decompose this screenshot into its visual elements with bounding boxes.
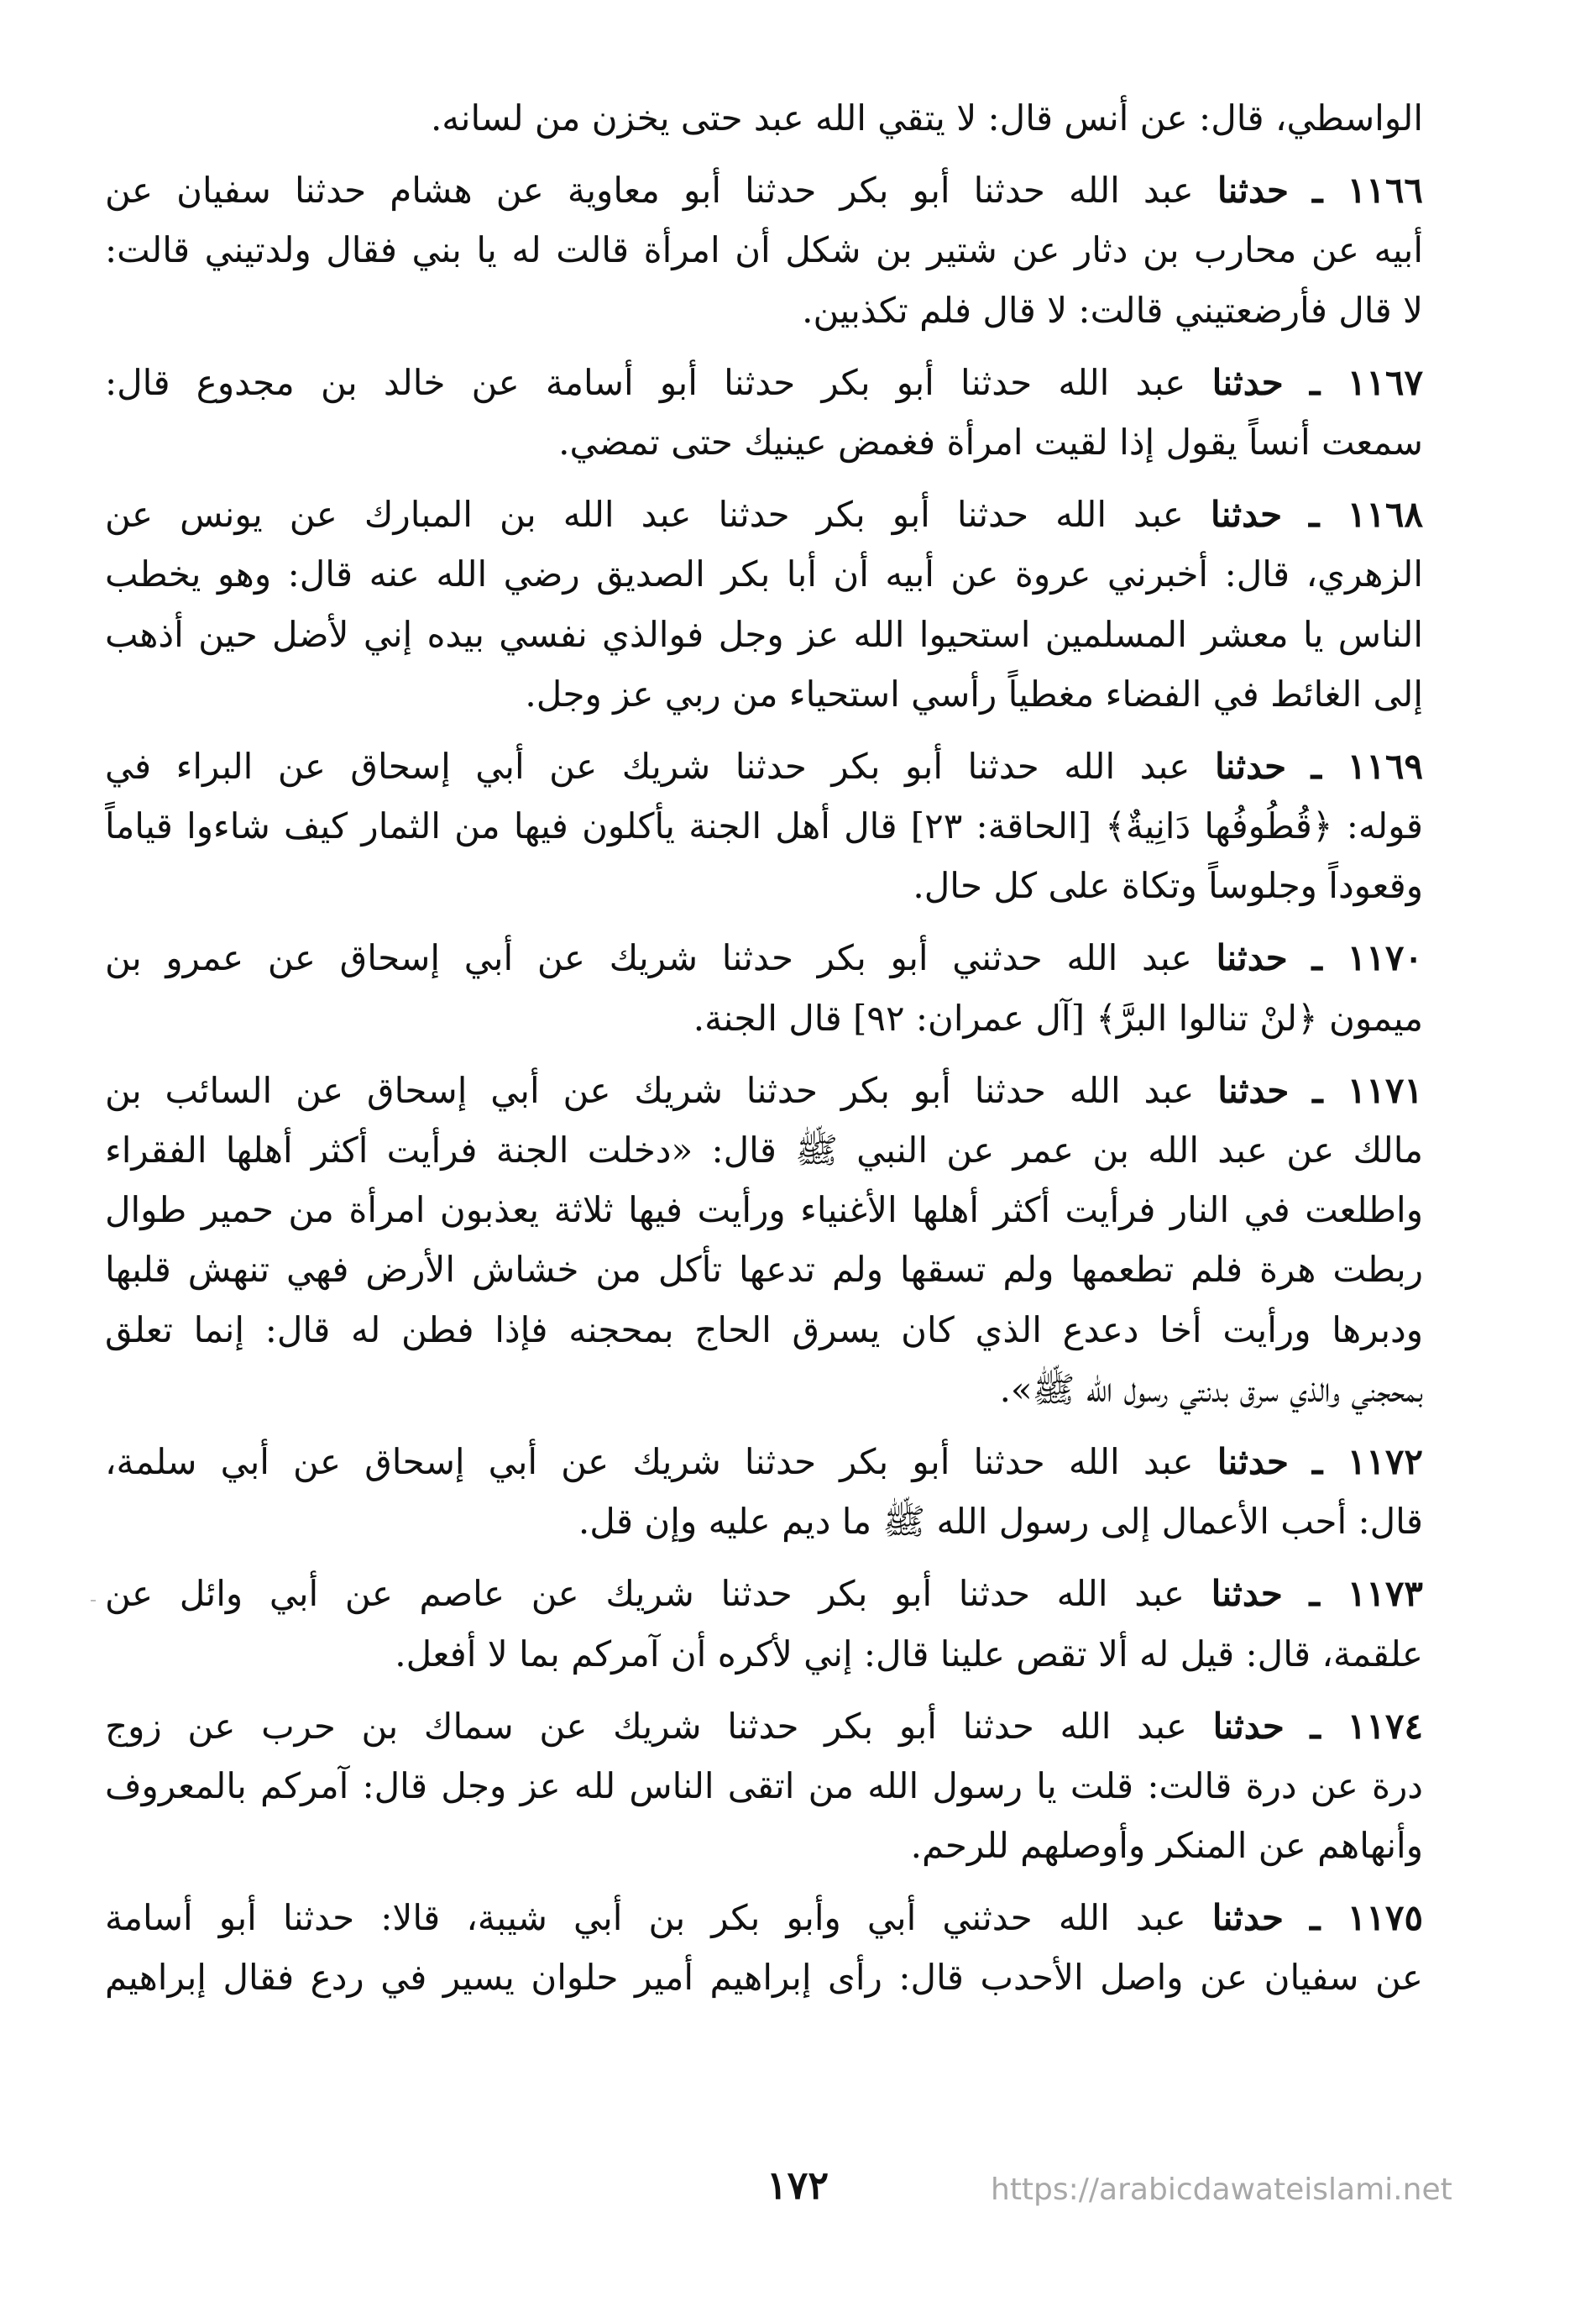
text-line: الناس يا معشر المسلمين استحيوا الله عز وجل فوالذي نفسي بيده إني لأضل حين أذهب [105,613,1423,655]
hadith-1166 [105,160,1423,340]
text-line: درة عن درة قالت: قلت يا رسول الله من اتقى الناس لله عز وجل قال: آمركم بالمعروف [105,1764,1423,1806]
page-body [105,88,1423,2008]
text-line [105,1564,1423,1623]
text-line [105,736,1423,796]
line-text: عبد الله حدثنا أبو بكر حدثنا عبد الله بن المبارك عن يونس عن [105,494,1184,536]
hadith-number: ١١٦٨ ـ [1309,494,1423,536]
paragraph-continuation [105,88,1423,148]
text-line: وقعوداً وجلوساً وتكاة على كل حال. [913,865,1423,907]
hadith-1170 [105,928,1423,1047]
page-footer [0,2162,1596,2230]
hadith-number: ١١٦٦ ـ [1312,170,1423,212]
page-number: ١٧٢ [766,2162,829,2208]
hadith-keyword: حدثنا [1210,494,1283,536]
hadith-1175 [105,1888,1423,2007]
paragraph-gap [105,1551,1423,1564]
paragraph-gap [105,340,1423,353]
text-line [105,1696,1423,1756]
text-line: ودبرها ورأيت أخا دعدع الذي كان يسرق الحاج بمحجنه فإذا فطن له قال: إنما تعلق [105,1308,1423,1350]
line-text: عبد الله حدثنا أبو بكر حدثنا أبو معاوية عن هشام حدثنا سفيان عن [105,170,1194,212]
text-line: قال: أحب الأعمال إلى رسول الله ﷺ ما ديم عليه وإن قل. [578,1501,1423,1543]
text-line: بمحجني والذي سرق بدنتي رسول الله ﷺ». [999,1368,1423,1410]
hadith-keyword: حدثنا [1211,361,1284,403]
hadith-keyword: حدثنا [1216,937,1288,979]
scan-speck [91,1600,96,1601]
paragraph-gap [105,1419,1423,1432]
text-line: عن سفيان عن واصل الأحدب قال: رأى إبراهيم أمير حلوان يسير في ردع فقال إبراهيم [105,1957,1423,1999]
text-line: واطلعت في النار فرأيت أكثر أهلها الأغنياء ورأيت فيها ثلاثة يعذبون امرأة من حمير طوال [105,1189,1423,1231]
hadith-keyword: حدثنا [1217,170,1289,212]
text-line: سمعت أنساً يقول إذا لقيت امرأة فغمض عينيك حتى تمضي. [558,421,1423,463]
text-line: وأنهاهم عن المنكر وأوصلهم للرحم. [910,1825,1423,1867]
hadith-keyword: حدثنا [1217,1069,1290,1111]
text-line [105,485,1423,544]
text-line [105,1888,1423,1947]
hadith-keyword: حدثنا [1217,1440,1289,1482]
text-line: الزهري، قال: أخبرني عروة عن أبيه أن أبا بكر الصديق رضي الله عنه قال: وهو يخطب [105,553,1423,595]
hadith-1172 [105,1432,1423,1551]
hadith-keyword: حدثنا [1214,745,1287,787]
hadith-keyword: حدثنا [1211,1573,1283,1615]
hadith-number: ١١٧٤ ـ [1310,1705,1423,1747]
text-line: لا قال فأرضعتيني قالت: لا قال فلم تكذبين. [802,289,1423,331]
line-text: عبد الله حدثنا أبو بكر حدثنا شريك عن أبي إسحاق عن السائب بن [105,1069,1195,1111]
text-line [105,1432,1423,1491]
hadith-number: ١١٦٩ ـ [1311,745,1423,787]
line-text: عبد الله حدثنا أبو بكر حدثنا شريك عن سماك بن حرب عن زوج [105,1705,1187,1747]
hadith-1168 [105,485,1423,724]
hadith-keyword: حدثنا [1211,1897,1284,1939]
line-text: عبد الله حدثنا أبو بكر حدثنا شريك عن عاصم عن أبي وائل عن [105,1573,1185,1615]
text-line: مالك عن عبد الله بن عمر عن النبي ﷺ قال: «دخلت الجنة فرأيت أكثر أهلها الفقراء [105,1130,1423,1171]
hadith-number: ١١٧٢ ـ [1312,1440,1423,1482]
text-line: الواسطي، قال: عن أنس قال: لا يتقي الله عبد حتى يخزن من لسانه. [430,97,1423,139]
paragraph-gap [105,915,1423,928]
hadith-1173 [105,1564,1423,1683]
hadith-number: ١١٧٣ ـ [1309,1573,1423,1615]
watermark-url: https://arabicdawateislami.net [991,2173,1452,2207]
line-text: عبد الله حدثنا أبو بكر حدثنا أبو أسامة عن خالد بن مجدوع قال: [105,361,1186,403]
hadith-1174 [105,1696,1423,1876]
line-text: عبد الله حدثني أبو بكر حدثنا شريك عن أبي إسحاق عن عمرو بن [105,937,1192,979]
paragraph-gap [105,148,1423,160]
text-line: أبيه عن محارب بن دثار عن شتير بن شكل أن امرأة قالت له يا بني فقال ولدتيني قالت: [105,229,1423,271]
hadith-1167 [105,353,1423,472]
paragraph-gap [105,472,1423,485]
text-line: ربطت هرة فلم تطعمها ولم تسقها ولم تدعها تأكل من خشاش الأرض فهي تنهش قلبها [105,1249,1423,1291]
hadith-1169 [105,736,1423,916]
text-line [105,160,1423,220]
hadith-keyword: حدثنا [1212,1705,1285,1747]
text-line [105,1061,1423,1120]
hadith-number: ١١٧٠ ـ [1311,937,1423,979]
hadith-number: ١١٧١ ـ [1312,1069,1423,1111]
hadith-number: ١١٧٥ ـ [1310,1897,1423,1939]
paragraph-gap [105,724,1423,736]
text-line: إلى الغائط في الفضاء مغطياً رأسي استحياء من ربي عز وجل. [525,673,1423,715]
text-line: قوله: ﴿قُطُوفُها دَانِيةٌ﴾ [الحاقة: ٢٣] قال أهل الجنة يأكلون فيها من الثمار كيف شاءوا قياماً [105,805,1423,847]
line-text: عبد الله حدثني أبي وأبو بكر بن أبي شيبة، قالا: حدثنا أبو أسامة [105,1897,1186,1939]
hadith-1171 [105,1061,1423,1419]
line-text: عبد الله حدثنا أبو بكر حدثنا شريك عن أبي إسحاق عن البراء في [105,745,1190,787]
text-line: ميمون ﴿لنْ تنالوا البرَّ﴾ [آل عمران: ٩٢] قال الجنة. [693,997,1423,1039]
text-line: علقمة، قال: قيل له ألا تقص علينا قال: إني لأكره أن آمركم بما لا أفعل. [395,1633,1423,1675]
line-text: عبد الله حدثنا أبو بكر حدثنا شريك عن أبي إسحاق عن أبي سلمة، [105,1440,1194,1482]
hadith-number: ١١٦٧ ـ [1309,361,1423,403]
text-line [105,353,1423,412]
paragraph-gap [105,1048,1423,1061]
paragraph-gap [105,1875,1423,1888]
text-line [105,928,1423,988]
paragraph-gap [105,1684,1423,1696]
